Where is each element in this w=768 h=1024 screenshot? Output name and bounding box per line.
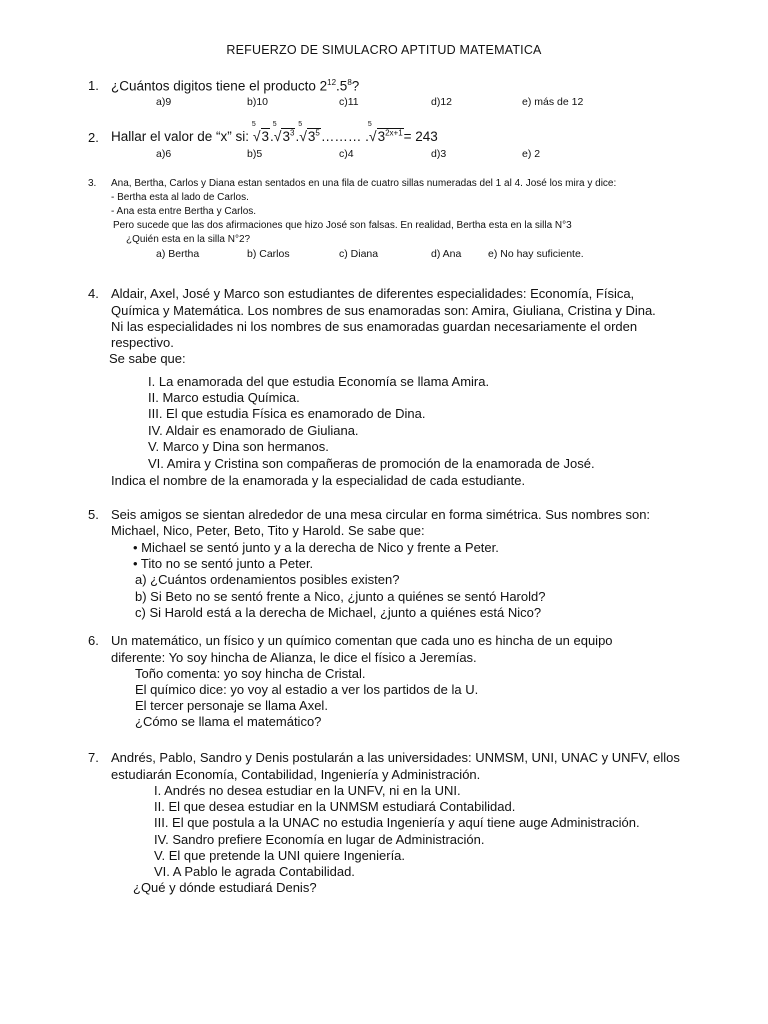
q1-text [111, 78, 359, 94]
q2-base-2: 3 [282, 129, 290, 144]
q6-line-2: diferente: Yo soy hincha de Alianza, le dice el físico a Jeremías. [111, 650, 477, 665]
q1-stem: ¿Cuántos digitos tiene el producto 2 [111, 78, 328, 94]
q2-root-index-4: 5 [367, 121, 372, 128]
q7-line-2: estudiarán Economía, Contabilidad, Ingeniería y Administración. [111, 767, 481, 782]
q7-item-1: I. Andrés no desea estudiar en la UNFV, ni en la UNI. [154, 783, 461, 798]
q3-line-2: - Bertha esta al lado de Carlos. [111, 192, 249, 203]
q2-exp-final: 2x+1 [385, 128, 403, 138]
q2-text: Hallar el valor de “x” si: 5 √3. 5 $√3^3$. 5 $√3^5\dots\dots\dots$ . 5 $√3^{2x+1}= 243$ [111, 121, 438, 144]
q1-option-d: d)12 [431, 96, 453, 108]
q7-line-1: Andrés, Pablo, Sandro y Denis postularán a las universidades: UNMSM, UNI, UNAC y UNFV, ellos [111, 750, 680, 765]
q3-option-e: e) No hay suficiente. [488, 248, 584, 260]
q1-exp2: 8 [347, 78, 352, 87]
q1-option-a: a)9 [156, 96, 172, 108]
q4-item-5: V. Marco y Dina son hermanos. [148, 439, 329, 454]
q7-number: 7. [88, 750, 99, 765]
q1-exp1: 12 [327, 78, 337, 87]
q2-root-index-1: 5 [251, 121, 256, 128]
q2-exp-b: 5 [315, 128, 320, 138]
q5-subq-b: b) Si Beto no se sentó frente a Nico, ¿junto a quiénes se sentó Harold? [135, 589, 546, 604]
q4-line-2: Química y Matemática. Los nombres de sus enamoradas son: Amira, Giuliana, Cristina y Dina. [111, 303, 656, 318]
q1-option-b: b)10 [247, 96, 269, 108]
q2-root-index-3: 5 [298, 121, 303, 128]
q3-line-5: ¿Quién esta en la silla N°2? [126, 234, 251, 245]
q2-option-d: d)3 [431, 148, 447, 160]
q3-line-1: Ana, Bertha, Carlos y Diana estan sentados en una fila de cuatro sillas numeradas del 1 al 4. José los mira y dice: [111, 178, 617, 189]
q2-base-3: 3 [307, 129, 316, 144]
q2-option-a: a)6 [156, 148, 172, 160]
q4-item-4: IV. Aldair es enamorado de Giuliana. [148, 423, 359, 438]
q4-intro: Se sabe que: [109, 351, 186, 366]
q4-line-3: Ni las especialidades ni los nombres de sus enamoradas guardan necesariamente el orden [111, 319, 638, 334]
q1-mid: .5 [336, 78, 348, 94]
q7-item-6: VI. A Pablo le agrada Contabilidad. [154, 864, 355, 879]
q4-line-1: Aldair, Axel, José y Marco son estudiantes de diferentes especialidades: Economía, Física, [111, 286, 635, 301]
q7-item-2: II. El que desea estudiar en la UNMSM estudiará Contabilidad. [154, 799, 516, 814]
q2-exp-a: 3 [289, 128, 295, 138]
q5-line-1: Seis amigos se sientan alrededor de una mesa circular en forma simétrica. Sus nombres son: [111, 507, 651, 522]
q3-number: 3. [88, 178, 97, 189]
page-title: REFUERZO DE SIMULACRO APTITUD MATEMATICA [226, 43, 542, 57]
q4-item-3: III. El que estudia Física es enamorado de Dina. [148, 406, 426, 421]
q2-option-e: e) 2 [522, 148, 541, 160]
q6-indented-3: El tercer personaje se llama Axel. [135, 698, 328, 713]
q3-option-d: d) Ana [431, 248, 462, 260]
q1-option-e: e) más de 12 [522, 96, 584, 108]
q3-option-a: a) Bertha [156, 248, 200, 260]
q3-line-4: Pero sucede que las dos afirmaciones que hizo José son falsas. En realidad, Bertha esta en la silla N°3 [113, 220, 572, 231]
q2-dots: ……… [320, 129, 362, 144]
q7-item-3: III. El que postula a la UNAC no estudia Ingeniería y aquí tiene auge Administración. [154, 815, 640, 830]
q3-option-b: b) Carlos [247, 248, 290, 260]
q2-base-1: 3 [261, 129, 270, 144]
q2-stem: Hallar el valor de “x” si: [111, 129, 250, 144]
q2-base-4: 3 [377, 129, 386, 144]
q1-number: 1. [88, 78, 99, 93]
q2-option-b: b)5 [247, 148, 263, 160]
q2-radical-4: 5 $√3^{2x+1}$ [367, 121, 403, 144]
q1-end: ? [351, 78, 360, 94]
q7-question: ¿Qué y dónde estudiará Denis? [133, 880, 317, 895]
q5-line-2: Michael, Nico, Peter, Beto, Tito y Harold. Se sabe que: [111, 523, 425, 538]
q2-radical-2: 5 $√3^3$ [272, 121, 295, 144]
q4-number: 4. [88, 286, 99, 301]
q4-item-1: I. La enamorada del que estudia Economía se llama Amira. [148, 374, 490, 389]
q6-number: 6. [88, 633, 99, 648]
q2-option-c: c)4 [339, 148, 354, 160]
q6-indented-2: El químico dice: yo voy al estadio a ver los partidos de la U. [135, 682, 479, 697]
q2-root-index-2: 5 [272, 121, 277, 128]
q2-number: 2. [88, 130, 99, 145]
q5-bullet-1: • Michael se sentó junto y a la derecha de Nico y frente a Peter. [133, 540, 499, 555]
q4-item-6: VI. Amira y Cristina son compañeras de promoción de la enamorada de José. [148, 456, 595, 471]
q7-item-4: IV. Sandro prefiere Economía en lugar de Administración. [154, 832, 485, 847]
q5-subq-c: c) Si Harold está a la derecha de Michael, ¿junto a quiénes está Nico? [135, 605, 542, 620]
q6-indented-1: Toño comenta: yo soy hincha de Cristal. [135, 666, 366, 681]
q4-item-2: II. Marco estudia Química. [148, 390, 300, 405]
q5-number: 5. [88, 507, 99, 522]
q2-result: = 243 [403, 129, 438, 144]
q2-radical-3: 5 $√3^5$ [298, 121, 320, 144]
q6-indented-4: ¿Cómo se llama el matemático? [135, 714, 322, 729]
q2-radical-1: 5 √3 [251, 121, 270, 144]
q5-bullet-2: • Tito no se sentó junto a Peter. [133, 556, 314, 571]
q6-line-1: Un matemático, un físico y un químico comentan que cada uno es hincha de un equipo [111, 633, 613, 648]
q3-option-c: c) Diana [339, 248, 379, 260]
q7-item-5: V. El que pretende la UNI quiere Ingeniería. [154, 848, 406, 863]
q3-line-3: - Ana esta entre Bertha y Carlos. [111, 206, 257, 217]
q1-option-c: c)11 [339, 96, 359, 108]
q4-line-4: respectivo. [111, 335, 174, 350]
q5-subq-a: a) ¿Cuántos ordenamientos posibles existen? [135, 572, 400, 587]
q4-question: Indica el nombre de la enamorada y la especialidad de cada estudiante. [111, 473, 526, 488]
